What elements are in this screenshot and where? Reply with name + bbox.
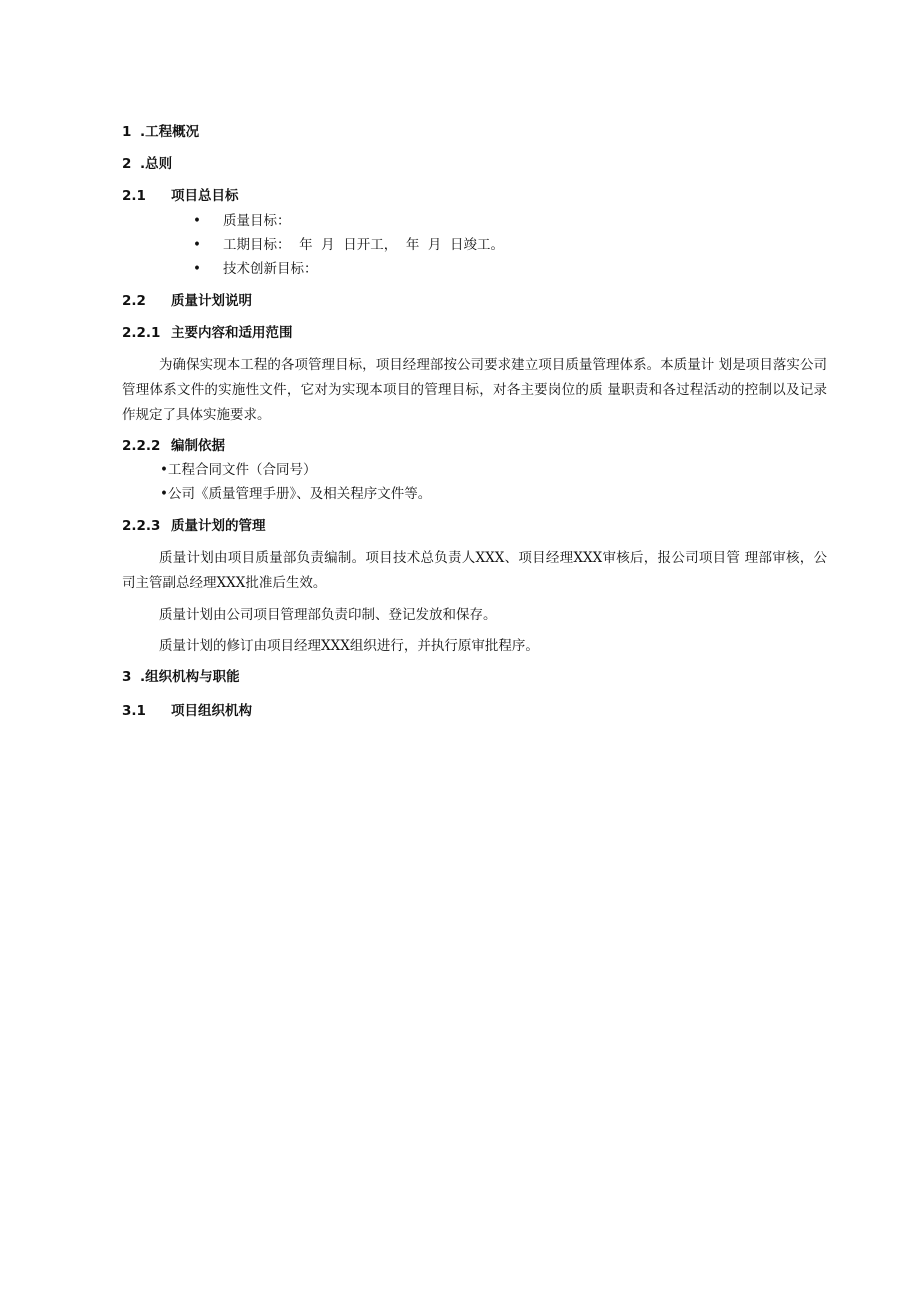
section-title: 项目组织机构 — [171, 703, 252, 719]
section-number: 3 — [122, 669, 132, 685]
section-number: 2.2.2 — [122, 438, 161, 454]
goal-bullet-quality — [193, 211, 291, 231]
section-title: .总则 — [140, 156, 173, 172]
section-title: .组织机构与职能 — [140, 669, 240, 685]
section-title: 质量计划说明 — [171, 293, 252, 309]
basis-item-contract: •工程合同文件（合同号） — [160, 462, 317, 478]
bullet-icon: • — [193, 261, 201, 277]
section-number: 1 — [122, 124, 132, 140]
goal-bullet-innovation — [193, 259, 318, 279]
section-title: 质量计划的管理 — [171, 518, 266, 534]
section-number: 3.1 — [122, 703, 146, 719]
bullet-icon: • — [193, 213, 201, 229]
section-title: 编制依据 — [171, 438, 225, 454]
bullet-text: 质量目标： — [223, 213, 291, 229]
bullet-text: 技术创新目标： — [223, 261, 318, 277]
section-heading-2-2-3 — [122, 516, 266, 536]
goal-bullet-schedule — [193, 235, 504, 255]
bullet-text: 工期目标： 年 月 日开工， 年 月 日竣工。 — [223, 237, 504, 253]
section-heading-3-1 — [122, 701, 252, 721]
section-number: 2.2 — [122, 293, 146, 309]
section-heading-2-2-2 — [122, 436, 225, 456]
section-number: 2.2.1 — [122, 325, 161, 341]
section-number: 2.1 — [122, 188, 146, 204]
basis-item-manual: •公司《质量管理手册》、及相关程序文件等。 — [160, 486, 432, 502]
paragraph-management-2: 质量计划由公司项目管理部负责印制、登记发放和保存。 — [159, 607, 497, 623]
section-heading-2 — [122, 154, 172, 174]
paragraph-scope: 为确保实现本工程的各项管理目标，项目经理部按公司要求建立项目质量管理体系。本质量计 划是项目落实公司管理体系文件的实施性文件，它对为实现本项目的管理目标，对各主要岗位的质 量职责和各过程活动的控制以及记录作规定了具体实施要求。 — [122, 357, 827, 423]
section-title: 项目总目标 — [171, 188, 239, 204]
section-number: 2.2.3 — [122, 518, 161, 534]
section-heading-2-1 — [122, 186, 239, 206]
section-heading-2-2-1 — [122, 323, 293, 343]
bullet-icon: • — [193, 237, 201, 253]
section-heading-1 — [122, 122, 199, 142]
section-heading-2-2 — [122, 291, 252, 311]
section-title: .工程概况 — [140, 124, 200, 140]
section-heading-3 — [122, 667, 240, 687]
section-number: 2 — [122, 156, 132, 172]
paragraph-management-1: 质量计划由项目质量部负责编制。项目技术总负责人XXX、项目经理XXX审核后，报公司项目管 理部审核，公司主管副总经理XXX批准后生效。 — [122, 550, 827, 591]
section-title: 主要内容和适用范围 — [171, 325, 293, 341]
paragraph-management-3: 质量计划的修订由项目经理XXX组织进行，并执行原审批程序。 — [159, 638, 539, 654]
